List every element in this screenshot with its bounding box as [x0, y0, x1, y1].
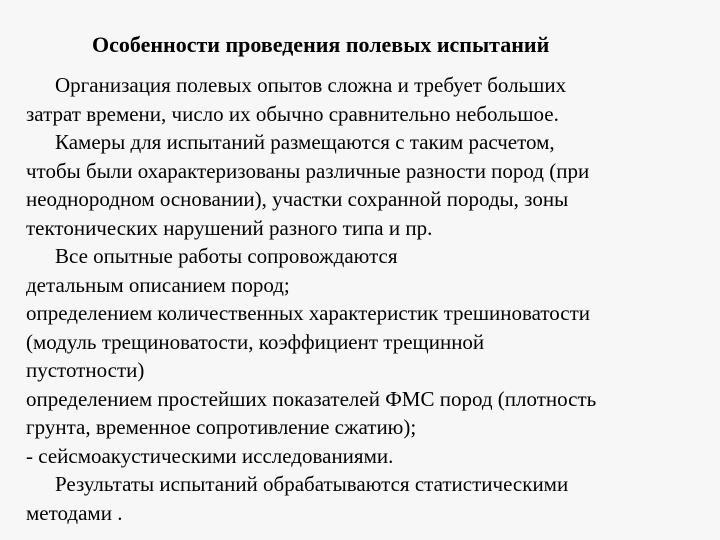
text-line: Камеры для испытаний размещаются с таким расчетом, — [55, 130, 555, 154]
text-line: Организация полевых опытов сложна и требует больших — [55, 73, 567, 97]
slide-title: Особенности проведения полевых испытаний — [92, 32, 550, 57]
text-line: пустотности) — [26, 358, 145, 382]
text-line: детальным описанием пород; — [26, 272, 290, 297]
text-line: затрат времени, число их обычно сравнительно небольшое. — [26, 101, 559, 126]
text-line: определением простейших показателей ФМС пород (плотность — [26, 386, 597, 411]
text-line: грунта, временное сопротивление сжатию); — [26, 415, 417, 439]
text-line: неоднородном основании), участки сохранной породы, зоны — [26, 187, 569, 211]
text-line: (модуль трещиноватости, коэффициент трещинной — [26, 329, 485, 354]
text-line: Результаты испытаний обрабатываются статистическими — [55, 472, 569, 496]
text-line: тектонических нарушений разного типа и пр. — [26, 215, 433, 240]
text-line: - сейсмоакустическими исследованиями. — [26, 443, 394, 468]
text-line: Все опытные работы сопровождаются — [55, 244, 398, 268]
text-line: методами . — [26, 500, 123, 525]
slide-body-text — [26, 71, 716, 527]
text-line: чтобы были охарактеризованы различные разности пород (при — [26, 158, 590, 183]
text-line: определением количественных характеристик трешиноватости — [26, 301, 591, 325]
